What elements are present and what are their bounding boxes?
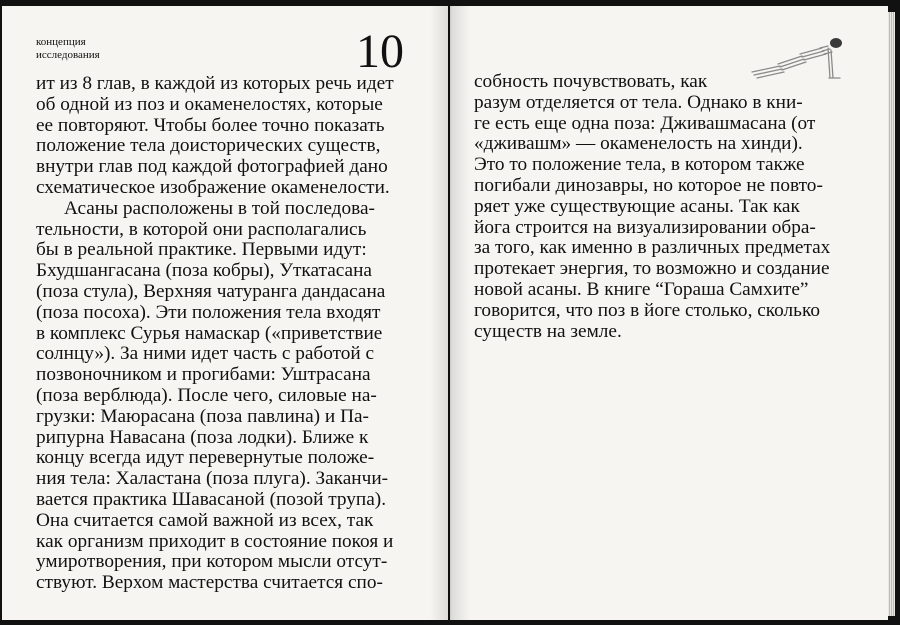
text-line: солнцу»). За ними идет часть с работой с bbox=[36, 343, 375, 365]
text-line: за того, как именно в различных предметах bbox=[474, 237, 831, 259]
text-line: внутри глав под каждой фотографией дано bbox=[36, 156, 388, 178]
text-line: Это то положение тела, в котором также bbox=[474, 154, 805, 176]
text-line: разум отделяется от тела. Однако в кни- bbox=[474, 91, 803, 113]
text-line: концу всегда идут перевернутые положе- bbox=[36, 447, 375, 469]
text-line: грузки: Маюрасана (поза павлина) и Па- bbox=[36, 405, 369, 427]
text-line: тельности, в которой они располагались bbox=[36, 218, 367, 240]
text-line: Она считается самой важной из всех, так bbox=[36, 509, 374, 531]
text-line: ствуют. Верхом мастерства считается спо- bbox=[36, 572, 383, 594]
text-line: «дживашм» — окаменелость на хинди). bbox=[474, 133, 803, 155]
text-line: Бхудшангасана (поза кобры), Уткатасана bbox=[36, 260, 372, 282]
text-line: схематическое изображение окаменелости. bbox=[36, 176, 390, 198]
running-head bbox=[36, 36, 100, 62]
text-line: новой асаны. В книге “Гораша Самхите” bbox=[474, 278, 809, 300]
page-number: 10 bbox=[356, 25, 404, 78]
text-line: умиротворения, при котором мысли отсут- bbox=[36, 551, 388, 573]
text-line: погибали динозавры, но которое не повто- bbox=[474, 174, 823, 196]
text-line: говорится, что поз в йоге столько, сколько bbox=[474, 299, 820, 321]
text-line: рипурна Навасана (поза лодки). Ближе к bbox=[36, 426, 369, 448]
left-body-text bbox=[36, 74, 436, 594]
text-line: позвоночником и прогибами: Уштрасана bbox=[36, 364, 371, 386]
text-line: собность почувствовать, как bbox=[474, 71, 708, 92]
text-line: в комплекс Сурья намаскар («приветствие bbox=[36, 322, 383, 344]
text-line: (поза посоха). Эти положения тела входят bbox=[36, 301, 381, 323]
text-line: бы в реальной практике. Первыми идут: bbox=[36, 239, 367, 261]
text-line: существ на земле. bbox=[474, 320, 622, 342]
text-line: ге есть еще одна поза: Дживашмасана (от bbox=[474, 112, 816, 134]
text-line: ее повторяют. Чтобы более точно показать bbox=[36, 114, 385, 136]
text-line: ния тела: Халастана (поза плуга). Заканчи- bbox=[36, 468, 389, 490]
running-head-line-1: концепция bbox=[36, 36, 86, 48]
right-page bbox=[450, 6, 888, 620]
figure-head bbox=[830, 38, 842, 48]
text-line: йога строится на визуализировании обра- bbox=[474, 216, 816, 238]
text-line: Асаны расположены в той последова- bbox=[64, 197, 375, 219]
text-line: ит из 8 глав, в каждой из которых речь идет bbox=[36, 73, 394, 94]
page-edges bbox=[888, 12, 895, 616]
text-line: вается практика Шавасаной (позой трупа). bbox=[36, 488, 387, 510]
running-head-line-2: исследования bbox=[36, 49, 100, 61]
text-line: протекает энергия, то возможно и создание bbox=[474, 258, 830, 280]
text-line: как организм приходит в состояние покоя и bbox=[36, 530, 394, 552]
right-body-text bbox=[474, 72, 884, 342]
text-line: об одной из поз и окаменелостях, которые bbox=[36, 93, 383, 115]
text-line: (поза стула), Верхняя чатуранга дандасана bbox=[36, 280, 386, 302]
text-line: (поза верблюда). После чего, силовые на- bbox=[36, 384, 377, 406]
left-page bbox=[2, 6, 448, 620]
text-line: ряет уже существующие асаны. Так как bbox=[474, 195, 800, 217]
text-line: положение тела доисторических существ, bbox=[36, 135, 381, 157]
